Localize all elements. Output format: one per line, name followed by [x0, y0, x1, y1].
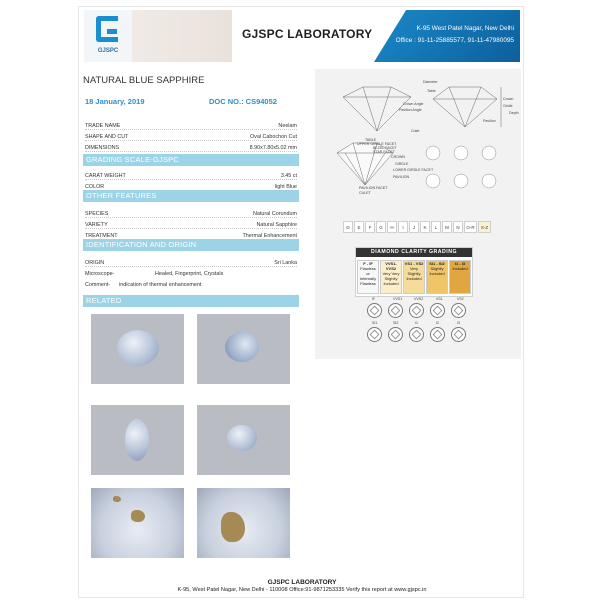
- label-pavilion-part: PAVILION: [393, 175, 410, 179]
- clarity-gem-icon: [430, 303, 445, 318]
- clarity-gem-icon: [388, 303, 403, 318]
- clarity-grade-desc: Very Slightly Included: [406, 266, 422, 281]
- gem-grid-label: VVS2: [414, 297, 424, 301]
- detail-row: [85, 142, 297, 152]
- clarity-gem-icon: [451, 327, 466, 342]
- section-identification: IDENTIFICATION AND ORIGIN: [83, 239, 299, 251]
- header-decor: [132, 10, 232, 62]
- label-pavilion-angle: Pavilion Angle: [399, 108, 422, 112]
- color-grade-cell: J: [409, 221, 419, 233]
- label-girdle-facet: GIRDLE: [395, 162, 409, 166]
- gem-grid-label: I1: [415, 321, 418, 325]
- gem-grid-label: IF: [372, 297, 376, 301]
- detail-key: DIMENSIONS: [85, 145, 120, 151]
- identification-key: Comment-: [85, 282, 111, 288]
- label-culet: Culet: [411, 129, 420, 133]
- label-diameter: Diameter: [423, 80, 438, 84]
- clarity-grade-code: SI1 - SI2: [429, 261, 445, 266]
- label-pavilion: Pavilion: [483, 119, 496, 123]
- feature-key: TREATMENT: [85, 233, 118, 239]
- identification-value: Healed, Fingerprint, Crystals: [155, 271, 224, 277]
- clarity-gem-icon: [451, 303, 466, 318]
- color-grade-cell: L: [431, 221, 441, 233]
- feature-key: SPECIES: [85, 211, 109, 217]
- clarity-grade: [380, 260, 402, 294]
- color-grade-cell: G: [376, 221, 386, 233]
- feature-row: [85, 219, 297, 229]
- identification-row: [85, 257, 297, 267]
- gem-image: [225, 332, 259, 362]
- gem-grid-label: VVS1: [393, 297, 403, 301]
- color-grade-cell: N: [453, 221, 463, 233]
- label-culet-facet: CULET: [359, 191, 371, 195]
- color-grade-cell: E: [354, 221, 364, 233]
- clarity-grade-code: I1 - I3: [454, 261, 466, 266]
- color-grade-cell: I: [398, 221, 408, 233]
- clarity-grading-chart: [355, 247, 473, 297]
- clarity-grade: [426, 260, 448, 294]
- logo-icon: [96, 16, 118, 42]
- header-office: Office : 91-11-25885577, 91-11-47980095: [395, 37, 514, 44]
- color-grade-cell: O-R: [464, 221, 477, 233]
- label-crown-angle: Crown Angle: [403, 102, 424, 106]
- header-address: K-95 West Patel Nagar, New Delhi: [416, 25, 514, 32]
- clarity-gem-icon: [409, 327, 424, 342]
- label-crown-facet: CROWN: [391, 155, 405, 159]
- detail-key: SHAPE AND CUT: [85, 134, 129, 140]
- clarity-gem-icon: [367, 327, 382, 342]
- gem-image: [117, 330, 159, 366]
- color-grade-cell: M: [442, 221, 452, 233]
- clarity-gem-icon: [367, 303, 382, 318]
- logo-text: GJSPC: [97, 48, 119, 54]
- clarity-grade-desc: Slightly Included: [429, 266, 445, 276]
- clarity-grade-code: VS1 - VS2: [404, 261, 424, 266]
- section-other-features: OTHER FEATURES: [83, 190, 299, 202]
- clarity-grade-code: VVS1-VVS2: [385, 261, 397, 271]
- feature-value: Thermal Enhancement: [242, 233, 297, 239]
- clarity-heading: DIAMOND CLARITY GRADING: [356, 248, 472, 257]
- report-title: NATURAL BLUE SAPPHIRE: [83, 75, 205, 86]
- detail-row: [85, 131, 297, 141]
- gjspc-logo: [84, 10, 132, 62]
- diamond-reference-panel: [315, 69, 521, 359]
- certificate-page: [78, 6, 524, 598]
- footer-address: K-95, West Patel Nagar, New Delhi - 110008 Office:91-9871253335 Verify this report at www.gjspc.in: [177, 587, 427, 593]
- detail-value: Neelam: [278, 123, 297, 129]
- lab-title: GJSPC LABORATORY: [242, 27, 373, 41]
- clarity-grade: [403, 260, 425, 294]
- clarity-grade-code: F - IF: [363, 261, 373, 266]
- gem-grid-label: SI1: [372, 321, 378, 325]
- label-upper-girdle-facet: UPPER GIRDLE FACET: [357, 142, 397, 146]
- label-table-facet: TABLE: [365, 138, 377, 142]
- inclusion-image: [113, 496, 121, 502]
- color-scale: [343, 219, 493, 241]
- feature-value: Natural Sapphire: [256, 222, 297, 228]
- inclusion-image: [131, 510, 145, 522]
- clarity-gem-icon: [430, 327, 445, 342]
- clarity-gem-icon: [409, 303, 424, 318]
- gem-photo-1: [91, 314, 184, 384]
- identification-value: Sri Lanka: [274, 260, 297, 266]
- section-grading: GRADING SCALE-GJSPC: [83, 154, 299, 166]
- diamond-diagrams: [315, 69, 521, 219]
- gem-photo-4: [197, 405, 290, 475]
- label-table: Table: [427, 89, 436, 93]
- clarity-gem-icon: [388, 327, 403, 342]
- clarity-grade-desc: Very Very Slightly Included: [382, 271, 400, 286]
- identification-key: Microscope-: [85, 271, 115, 277]
- color-grade-cell: S-Z: [478, 221, 491, 233]
- feature-row: [85, 208, 297, 218]
- clarity-grade: [449, 260, 471, 294]
- footer: [79, 579, 524, 593]
- color-grade-cell: H: [387, 221, 397, 233]
- inclusion-photo-2: [197, 488, 290, 558]
- inclusion-image: [221, 512, 245, 542]
- grading-key: COLOR: [85, 184, 105, 190]
- identification-key: ORIGIN: [85, 260, 105, 266]
- color-grade-cell: D: [343, 221, 353, 233]
- feature-key: VARIETY: [85, 222, 108, 228]
- label-girdle: Girdle: [503, 104, 513, 108]
- gem-grid-label: SI2: [393, 321, 399, 325]
- color-grade-cell: K: [420, 221, 430, 233]
- detail-key: TRADE NAME: [85, 123, 121, 129]
- report-date: 18 January, 2019: [85, 97, 145, 106]
- label-depth: Depth: [509, 111, 519, 115]
- label-lower-girdle-facet: LOWER GIRDLE FACET: [393, 168, 434, 172]
- gem-image: [227, 425, 257, 451]
- gem-image: [125, 419, 149, 461]
- clarity-grade-desc: Included: [452, 266, 468, 271]
- detail-value: Oval Cabochon Cut: [249, 134, 297, 140]
- identification-row: [85, 279, 297, 288]
- grading-row: [85, 170, 297, 180]
- clarity-grade: [357, 260, 379, 294]
- gem-grid-label: VS2: [457, 297, 464, 301]
- feature-value: Natural Corundum: [252, 211, 297, 217]
- label-pavilion-facet: PAVILION FACET: [359, 186, 388, 190]
- label-bezel-facet: BEZEL FACET: [373, 146, 397, 150]
- gem-grid-label: VS1: [436, 297, 443, 301]
- header-contact: [396, 23, 514, 47]
- gem-grid-label: I2: [436, 321, 439, 325]
- header: [82, 10, 520, 62]
- inclusion-photo-1: [91, 488, 184, 558]
- gem-photo-3: [91, 405, 184, 475]
- footer-lab-name: GJSPC LABORATORY: [267, 579, 337, 586]
- label-star-facet: STAR FACET: [373, 150, 395, 154]
- grading-value: light Blue: [274, 184, 297, 190]
- detail-row: [85, 120, 297, 130]
- color-grade-cell: F: [365, 221, 375, 233]
- clarity-grade-desc: Flawless or Internally Flawless: [359, 266, 377, 286]
- section-related: RELATED: [83, 295, 299, 307]
- doc-number: DOC NO.: CS94052: [209, 97, 277, 106]
- identification-row: [85, 268, 297, 277]
- gem-photo-2: [197, 314, 290, 384]
- identification-value: indication of thermal enhancement: [119, 282, 202, 288]
- detail-value: 8.90x7.80x5.02 mm: [249, 145, 297, 151]
- grading-key: CARAT WEIGHT: [85, 173, 126, 179]
- gem-grid-label: I3: [457, 321, 460, 325]
- grading-value: 3.45 ct: [280, 173, 297, 179]
- label-crown: Crown: [503, 97, 514, 101]
